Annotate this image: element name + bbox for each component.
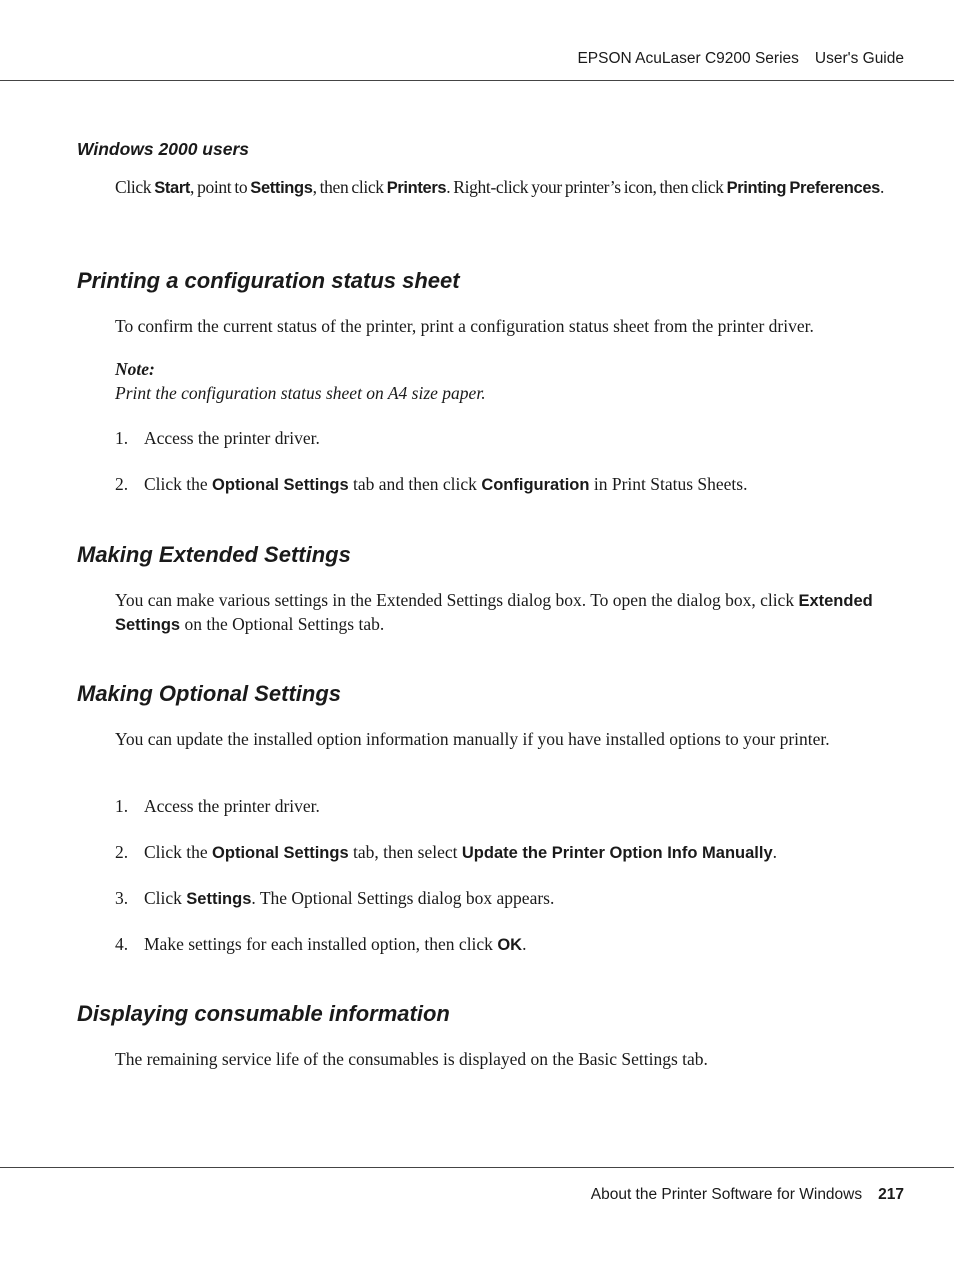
footer-section: About the Printer Software for Windows	[590, 1186, 863, 1203]
update-option-info-label: Update the Printer Option Info Manually	[461, 844, 773, 862]
step-number: 4.	[115, 934, 129, 954]
step-text: Make settings for each installed option, then click	[144, 934, 498, 954]
step-text: Access the printer driver.	[144, 796, 320, 816]
step-number: 3.	[115, 888, 129, 908]
step-text: .	[772, 842, 778, 862]
win2000-text-5: .	[879, 177, 885, 197]
page-footer	[591, 1186, 904, 1204]
win2000-paragraph	[115, 176, 885, 200]
page-header	[577, 50, 904, 68]
step-text: tab, then select	[348, 842, 462, 862]
win2000-start: Start	[154, 179, 191, 197]
step-text: in Print Status Sheets.	[589, 474, 748, 494]
step-number: 2.	[115, 474, 129, 494]
optional-intro: You can update the installed option information manually if you have installed options to your printer.	[115, 729, 830, 749]
header-rule	[0, 80, 954, 81]
step-number: 1.	[115, 428, 129, 448]
extended-settings-label: Extended Settings	[115, 592, 873, 634]
step-text: Click	[144, 888, 187, 908]
optional-heading: Making Optional Settings	[77, 681, 342, 706]
extended-text-2: on the Optional Settings tab.	[180, 614, 385, 634]
win2000-heading: Windows 2000 users	[77, 139, 249, 159]
optional-step-2	[115, 841, 885, 865]
win2000-text-1: Click	[115, 177, 155, 197]
optional-step-1	[115, 795, 885, 818]
config-step-1	[115, 427, 885, 450]
step-number: 2.	[115, 842, 129, 862]
extended-paragraph	[115, 589, 875, 637]
optional-settings-label: Optional Settings	[212, 844, 349, 862]
win2000-text-3: , then click	[312, 177, 387, 197]
step-text: . The Optional Settings dialog box appears.	[251, 888, 555, 908]
header-product: EPSON AcuLaser C9200 Series	[577, 50, 799, 67]
settings-label: Settings	[186, 890, 252, 908]
win2000-text-2: , point to	[190, 177, 251, 197]
config-step-2	[115, 473, 885, 497]
note-title: Note:	[115, 359, 155, 379]
configuration-label: Configuration	[481, 476, 590, 494]
extended-heading: Making Extended Settings	[77, 542, 351, 567]
win2000-settings: Settings	[250, 179, 313, 197]
optional-settings-label: Optional Settings	[212, 476, 349, 494]
config-sheet-heading: Printing a configuration status sheet	[77, 268, 460, 293]
ok-label: OK	[497, 936, 523, 954]
step-text: .	[522, 934, 527, 954]
win2000-text-4: . Right-click your printer’s icon, then click	[446, 177, 727, 197]
config-sheet-intro: To confirm the current status of the printer, print a configuration status sheet from the printer driver.	[115, 316, 814, 336]
optional-step-4	[115, 933, 885, 957]
note-text: Print the configuration status sheet on A4 size paper.	[115, 383, 486, 403]
step-text: Access the printer driver.	[144, 428, 320, 448]
consumable-heading: Displaying consumable information	[77, 1001, 450, 1026]
extended-text-1: You can make various settings in the Extended Settings dialog box. To open the dialog box, click	[115, 590, 799, 610]
page-number: 217	[878, 1186, 904, 1203]
step-text: Click the	[144, 842, 213, 862]
step-text: tab and then click	[348, 474, 482, 494]
win2000-printers: Printers	[386, 179, 447, 197]
win2000-printing-preferences: Printing Preferences	[726, 179, 880, 197]
step-text: Click the	[144, 474, 213, 494]
footer-rule	[0, 1167, 954, 1168]
step-number: 1.	[115, 796, 129, 816]
optional-step-3	[115, 887, 885, 911]
consumable-paragraph: The remaining service life of the consumables is displayed on the Basic Settings tab.	[115, 1049, 708, 1069]
header-guide: User's Guide	[814, 50, 904, 67]
